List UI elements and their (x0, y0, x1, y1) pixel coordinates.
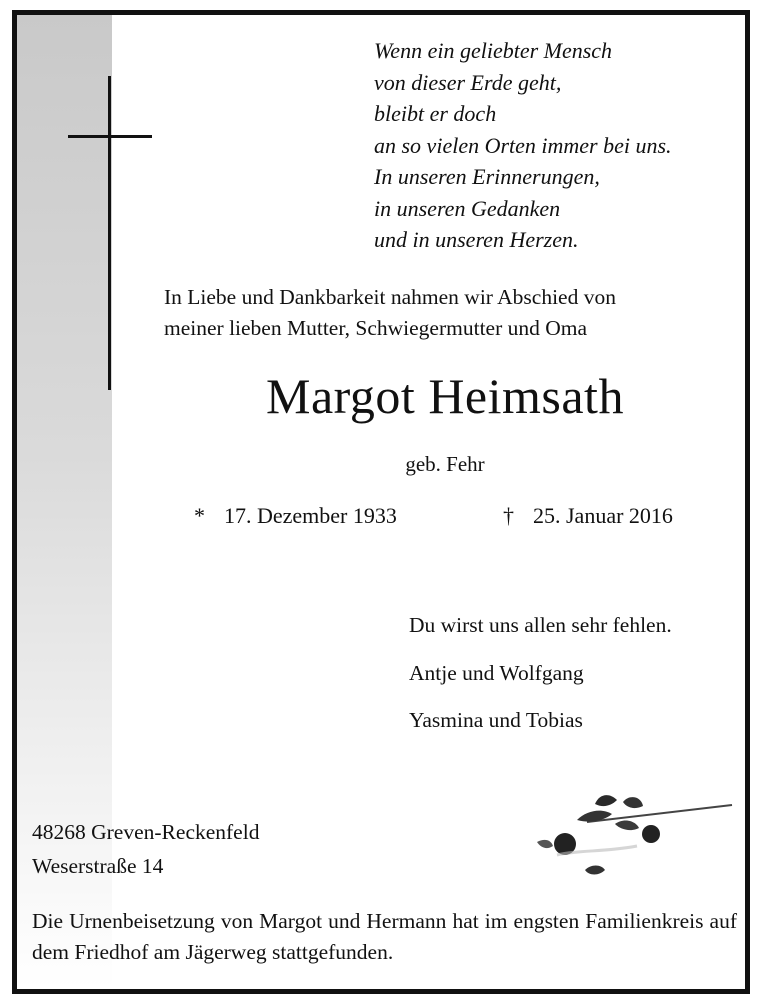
poem-line: in unseren Gedanken (374, 195, 561, 221)
address-block (32, 815, 259, 883)
death-dagger-icon: † (503, 503, 514, 528)
obituary-card (12, 10, 750, 994)
farewell-intro (164, 282, 739, 344)
memorial-poem (374, 35, 672, 256)
birth-date-line (194, 503, 397, 529)
rose-icon (517, 780, 737, 880)
birth-star-icon: * (194, 503, 205, 528)
address-city: 48268 Greven-Reckenfeld (32, 820, 260, 844)
cross-vertical-bar (108, 76, 111, 390)
birth-date: 17. Dezember 1933 (224, 503, 397, 528)
closing-message: Du wirst uns allen sehr fehlen. (409, 613, 672, 637)
intro-line: meiner lieben Mutter, Schwiegermutter und Oma (164, 316, 588, 340)
poem-line: In unseren Erinnerungen, (374, 164, 600, 189)
death-date-line (503, 503, 673, 529)
closing-block (409, 602, 672, 745)
poem-line: von dieser Erde geht, (374, 69, 562, 95)
mourner-line: Yasmina und Tobias (409, 708, 583, 732)
poem-line: an so vielen Orten immer bei uns. (374, 132, 672, 158)
birth-name: geb. Fehr (405, 452, 485, 476)
intro-line: In Liebe und Dankbarkeit nahmen wir Abschied von (164, 285, 616, 309)
death-date: 25. Januar 2016 (533, 503, 673, 528)
mourner-line: Antje und Wolfgang (409, 660, 584, 685)
cross-horizontal-bar (68, 135, 152, 138)
burial-notice: Die Urnenbeisetzung von Margot und Hermann hat im engsten Familienkreis auf dem Friedhof am Jägerweg stattgefunden. (32, 909, 737, 964)
poem-line: und in unseren Herzen. (374, 227, 579, 252)
address-street: Weserstraße 14 (32, 854, 164, 878)
deceased-name: Margot Heimsath (266, 368, 624, 424)
poem-line: bleibt er doch (374, 101, 497, 126)
poem-line: Wenn ein geliebter Mensch (374, 38, 613, 63)
